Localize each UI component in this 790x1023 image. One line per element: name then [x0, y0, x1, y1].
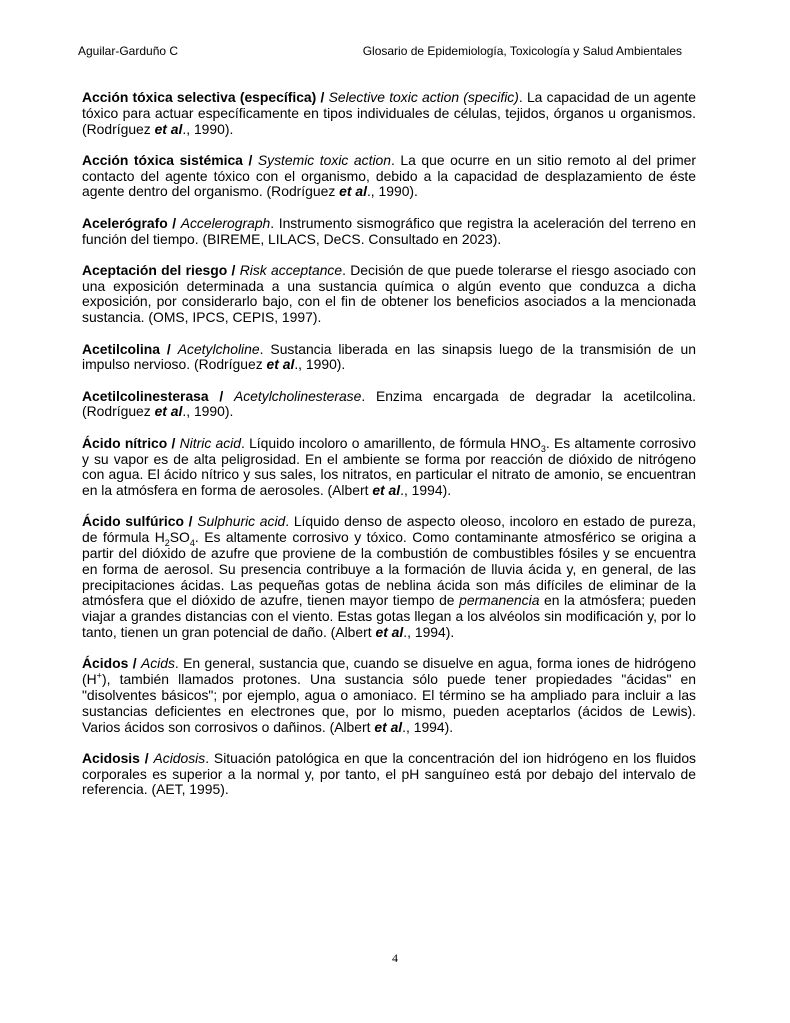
- glossary-entry: [82, 90, 696, 137]
- entry-definition: . Instrumento sismográfico que registra la aceleración del terreno en función del tiempo. (BIREME, LILACS, DeCS. Consultado en 2023).: [82, 214, 696, 247]
- entry-term: Acción tóxica sistémica: [82, 151, 243, 168]
- entry-definition: . Decisión de que puede tolerarse el riesgo asociado con una exposición determinada a una sustancia química o algún evento que conduzca a dicha exposición, por considerarlo bajo, con el fin de obtener los beneficios asociados a la mencionada sustancia. (OMS, IPCS, CEPIS, 1997).: [82, 261, 696, 326]
- entry-term: Aceptación del riesgo: [82, 261, 228, 278]
- entry-term: Acetilcolina: [82, 340, 160, 357]
- entry-term: Ácido sulfúrico: [82, 513, 184, 530]
- glossary-entry: [82, 514, 696, 640]
- entry-english-term: Accelerograph: [180, 214, 271, 231]
- entry-citation-tail: ., 1994).: [400, 482, 452, 499]
- entry-definition: . Líquido denso de aspecto oleoso, incoloro en estado de pureza, de fórmula H: [82, 513, 696, 546]
- header-title: Glosario de Epidemiología, Toxicología y Salud Ambientales: [362, 44, 682, 58]
- entry-english-term: Acids: [140, 655, 175, 672]
- et-al: et al: [374, 718, 403, 735]
- entry-definition-cont: en la atmósfera; pueden viajar a grandes distancias con el viento. Estas gotas llegan a los alvéolos sin modificación y, por lo tanto, tienen un gran potencial de daño. (Albert: [82, 592, 696, 641]
- entry-term: Acción tóxica selectiva (específica): [82, 89, 317, 105]
- term-separator: /: [316, 89, 329, 105]
- term-separator: /: [167, 434, 180, 451]
- glossary-entry: [82, 389, 696, 421]
- entry-definition-cont: ), también llamados protones. Una sustancia sólo puede tener propiedades "ácidas" en "disolventes básicos"; por ejemplo, agua o amoniaco. El término se ha ampliado para incluir a las sustancias deficientes en electrones que, por lo mismo, pueden aceptarlos (ácidos de Lewis). Varios ácidos son corrosivos o dañinos. (Albert: [82, 671, 696, 735]
- entry-english-term: Acetylcholinesterase: [233, 387, 362, 404]
- et-al: et al: [372, 482, 401, 499]
- glossary-content: [82, 90, 696, 814]
- entry-english-term: Systemic toxic action: [257, 151, 391, 168]
- glossary-entry: [82, 342, 696, 374]
- entry-english-term: Nitric acid: [179, 434, 241, 451]
- glossary-entry: [82, 436, 696, 499]
- entry-english-term: Risk acceptance: [239, 261, 343, 278]
- entry-citation-tail: ., 1990).: [366, 183, 418, 200]
- et-al: et al: [154, 403, 183, 420]
- entry-english-term: Sulphuric acid: [197, 513, 286, 530]
- et-al: et al: [339, 183, 367, 200]
- glossary-entry: [82, 656, 696, 735]
- term-separator: /: [227, 261, 240, 278]
- glossary-entry: [82, 216, 696, 248]
- italic-word: permanencia: [459, 592, 540, 609]
- entry-citation-tail: ., 1990).: [182, 403, 234, 420]
- page-header: [78, 44, 682, 60]
- term-separator: /: [139, 749, 154, 766]
- term-separator: /: [167, 214, 181, 231]
- formula-subscript: 3: [540, 443, 546, 454]
- entry-definition-cont: . Es altamente corrosivo y su vapor es de alta peligrosidad. En el ambiente se forma por reacción de dióxido de nitrógeno con agua. El ácido nítrico y sus sales, los nitratos, en particular el nitrato de amonio, se encuentran en la atmósfera en forma de aerosoles. (Albert: [82, 434, 697, 499]
- term-separator: /: [183, 513, 198, 530]
- term-separator: /: [128, 655, 141, 672]
- glossary-entry: [82, 153, 696, 200]
- entry-english-term: Acidosis: [153, 749, 206, 766]
- et-al: et al: [266, 356, 295, 373]
- entry-definition-cont: . Es altamente corrosivo y tóxico. Como contaminante atmosférico se origina a partir del dióxido de azufre que proviene de la combustión de combustibles fósiles y se encuentra en forma de aerosol. Su presencia contribuye a la formación de lluvia ácida y, en general, de las precipitaciones ácidas. Las pequeñas gotas de neblina ácida son más difíciles de eliminar de la atmósfera que el dióxido de azufre, tienen mayor tiempo de: [82, 529, 696, 609]
- entry-citation-tail: ., 1990).: [182, 120, 234, 137]
- entry-definition: . Enzima encargada de degradar la acetilcolina. (Rodríguez: [82, 387, 697, 420]
- formula-subscript: 4: [189, 538, 195, 549]
- entry-term: Ácido nítrico: [82, 434, 168, 451]
- entry-definition: . Líquido incoloro o amarillento, de fórmula HNO: [240, 434, 541, 451]
- formula-subscript: 2: [164, 538, 170, 549]
- entry-term: Acelerógrafo: [82, 214, 168, 231]
- entry-citation-tail: ., 1994).: [402, 718, 454, 735]
- entry-english-term: Selective toxic action (specific): [328, 89, 519, 105]
- entry-english-term: Acetylcholine: [177, 340, 260, 357]
- glossary-entry: [82, 751, 696, 798]
- glossary-entry: [82, 263, 696, 326]
- entry-citation-tail: ., 1990).: [294, 356, 346, 373]
- entry-term: Acetilcolinesterasa: [82, 387, 209, 404]
- entry-definition-cont: SO: [169, 529, 190, 546]
- ion-superscript: +: [96, 670, 102, 681]
- entry-definition: . La que ocurre en un sitio remoto al del primer contacto del agente tóxico con el organismo, debido a la capacidad de desplazamiento de éste agente dentro del organismo. (Rodríguez: [82, 151, 696, 200]
- entry-definition: . Sustancia liberada en las sinapsis luego de la transmisión de un impulso nervioso. (Rodríguez: [82, 340, 696, 373]
- et-al: et al: [375, 624, 404, 641]
- header-author: Aguilar-Garduño C: [78, 44, 179, 58]
- entry-definition: . Situación patológica en que la concentración del ion hidrógeno en los fluidos corporales es superior a la normal y, por tanto, el pH sanguíneo está por debajo del intervalo de referencia. (AET, 1995).: [82, 749, 696, 798]
- et-al: et al: [154, 120, 183, 137]
- term-separator: /: [159, 340, 178, 357]
- entry-definition: . La capacidad de un agente tóxico para actuar específicamente en tipos individuales de células, tejidos, órganos u organismos. (Rodríguez: [82, 89, 697, 137]
- term-separator: /: [208, 387, 234, 404]
- term-separator: /: [242, 151, 258, 168]
- entry-definition: . En general, sustancia que, cuando se disuelve en agua, forma iones de hidrógeno (H: [82, 655, 696, 688]
- entry-term: Ácidos: [82, 655, 129, 672]
- entry-citation-tail: ., 1994).: [403, 624, 455, 641]
- page-number: 4: [392, 951, 398, 965]
- entry-term: Acidosis: [82, 749, 140, 766]
